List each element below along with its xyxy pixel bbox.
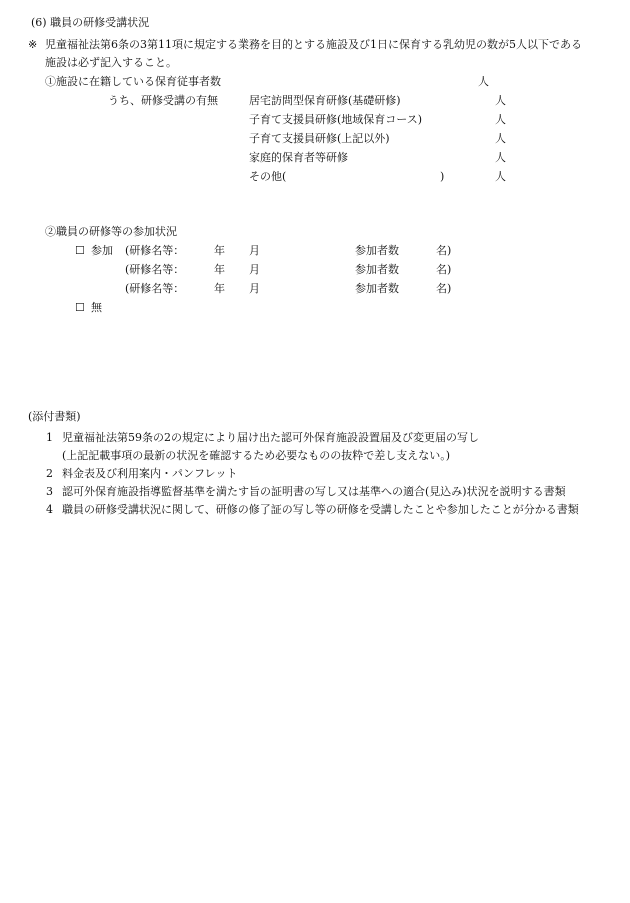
entry-month: 月 [249,263,260,276]
participate-label: 参加 [91,244,113,257]
entry-unit: 名) [436,244,452,257]
attachment-text: 料金表及び利用案内・パンフレット [62,467,238,480]
attachment-text: 児童福祉法第59条の2の規定により届け出た認可外保育施設設置届及び変更届の写し [62,431,479,444]
none-checkbox[interactable]: ☐ [75,301,85,314]
attachment-number: 1 [46,431,53,444]
entry-training-name: (研修名等： [125,263,185,276]
note-line-1: 児童福祉法第6条の3第11項に規定する業務を目的とする施設及び1日に保育する乳幼児の数が5人以下である [45,38,582,51]
attachment-number: 4 [46,503,53,516]
attachment-text: 認可外保育施設指導監督基準を満たす旨の証明書の写し又は基準への適合(見込み)状況を説明する書類 [62,485,566,498]
entry-participant-count: 参加者数 [355,282,399,295]
training-row-name: 家庭的保育者等研修 [249,151,348,164]
staff-count-unit: 人 [478,75,489,88]
entry-unit: 名) [436,282,452,295]
training-row-name: 居宅訪問型保育研修(基礎研修) [249,94,401,107]
training-row-name: その他( [249,170,287,183]
section-title: (6) 職員の研修受講状況 [31,16,150,29]
training-row-unit: 人 [495,151,506,164]
attachments-title: (添付書類) [28,410,81,423]
entry-participant-count: 参加者数 [355,244,399,257]
entry-training-name: (研修名等： [125,282,185,295]
training-row-name: 子育て支援員研修(地域保育コース) [249,113,423,126]
training-sub-label: うち、研修受講の有無 [108,94,218,107]
entry-month: 月 [249,282,260,295]
training-row-unit: 人 [495,113,506,126]
training-row-name: 子育て支援員研修(上記以外) [249,132,390,145]
entry-training-name: (研修名等： [125,244,185,257]
entry-year: 年 [214,282,225,295]
attachment-number: 2 [46,467,53,480]
staff-count-label: ①施設に在籍している保育従事者数 [45,75,221,88]
note-line-2: 施設は必ず記入すること。 [45,56,177,69]
training-row-unit: 人 [495,132,506,145]
none-label: 無 [91,301,102,314]
participation-label: ②職員の研修等の参加状況 [45,225,177,238]
participate-checkbox[interactable]: ☐ [75,244,85,257]
attachment-text: 職員の研修受講状況に関して、研修の修了証の写し等の研修を受講したことや参加したことが分かる書類 [62,503,579,516]
training-row-unit: 人 [495,170,506,183]
entry-year: 年 [214,244,225,257]
attachment-number: 3 [46,485,53,498]
entry-unit: 名) [436,263,452,276]
entry-participant-count: 参加者数 [355,263,399,276]
entry-month: 月 [249,244,260,257]
other-close-paren: ) [440,170,445,183]
note-mark: ※ [28,38,38,51]
attachment-subtext: (上記記載事項の最新の状況を確認するため必要なものの抜粋で差し支えない。) [62,449,451,462]
entry-year: 年 [214,263,225,276]
training-row-unit: 人 [495,94,506,107]
